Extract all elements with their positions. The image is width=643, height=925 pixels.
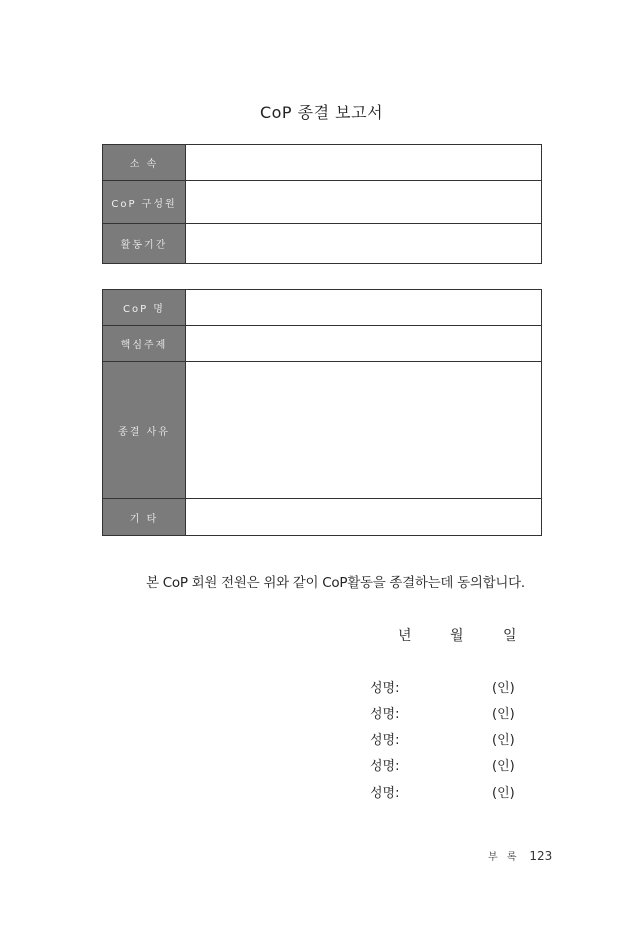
agreement-statement: 본 CoP 회원 전원은 위와 같이 CoP활동을 종결하는데 동의합니다.	[146, 575, 525, 591]
affiliation-field[interactable]	[186, 145, 542, 181]
member-info-table	[102, 144, 542, 264]
cop-detail-table	[102, 289, 542, 536]
field-label-cop-name: CoP 명	[103, 290, 186, 326]
table-row	[103, 362, 542, 499]
appendix-section-label: 부 록	[488, 852, 520, 863]
table-row	[103, 499, 542, 536]
date-year-label: 년	[398, 628, 412, 644]
signature-name-label: 성명:	[370, 681, 400, 696]
date-day-label: 일	[503, 628, 517, 644]
field-label-period: 활동기간	[103, 224, 186, 264]
field-label-other: 기 타	[103, 499, 186, 536]
field-label-affiliation: 소 속	[103, 145, 186, 181]
field-label-members: CoP 구성원	[103, 181, 186, 224]
table-row	[103, 145, 542, 181]
table-row	[103, 224, 542, 264]
signature-name-label: 성명:	[370, 733, 400, 748]
core-topic-field[interactable]	[186, 326, 542, 362]
signature-seal-mark: (인)	[492, 733, 515, 748]
table-row	[103, 181, 542, 224]
field-label-core-topic: 핵심주제	[103, 326, 186, 362]
signature-seal-mark: (인)	[492, 681, 515, 696]
signature-seal-mark: (인)	[492, 786, 515, 801]
signature-name-label: 성명:	[370, 786, 400, 801]
cop-name-field[interactable]	[186, 290, 542, 326]
field-label-termination-reason: 종결 사유	[103, 362, 186, 499]
termination-reason-field[interactable]	[186, 362, 542, 499]
table-row	[103, 326, 542, 362]
page-number: 123	[529, 849, 553, 863]
date-month-label: 월	[450, 628, 464, 644]
other-field[interactable]	[186, 499, 542, 536]
table-row	[103, 290, 542, 326]
page-footer	[488, 848, 552, 863]
members-field[interactable]	[186, 181, 542, 224]
signature-seal-mark: (인)	[492, 759, 515, 774]
report-title: CoP 종결 보고서	[259, 103, 384, 122]
signature-seal-mark: (인)	[492, 707, 515, 722]
signature-name-label: 성명:	[370, 707, 400, 722]
signature-name-label: 성명:	[370, 759, 400, 774]
period-field[interactable]	[186, 224, 542, 264]
